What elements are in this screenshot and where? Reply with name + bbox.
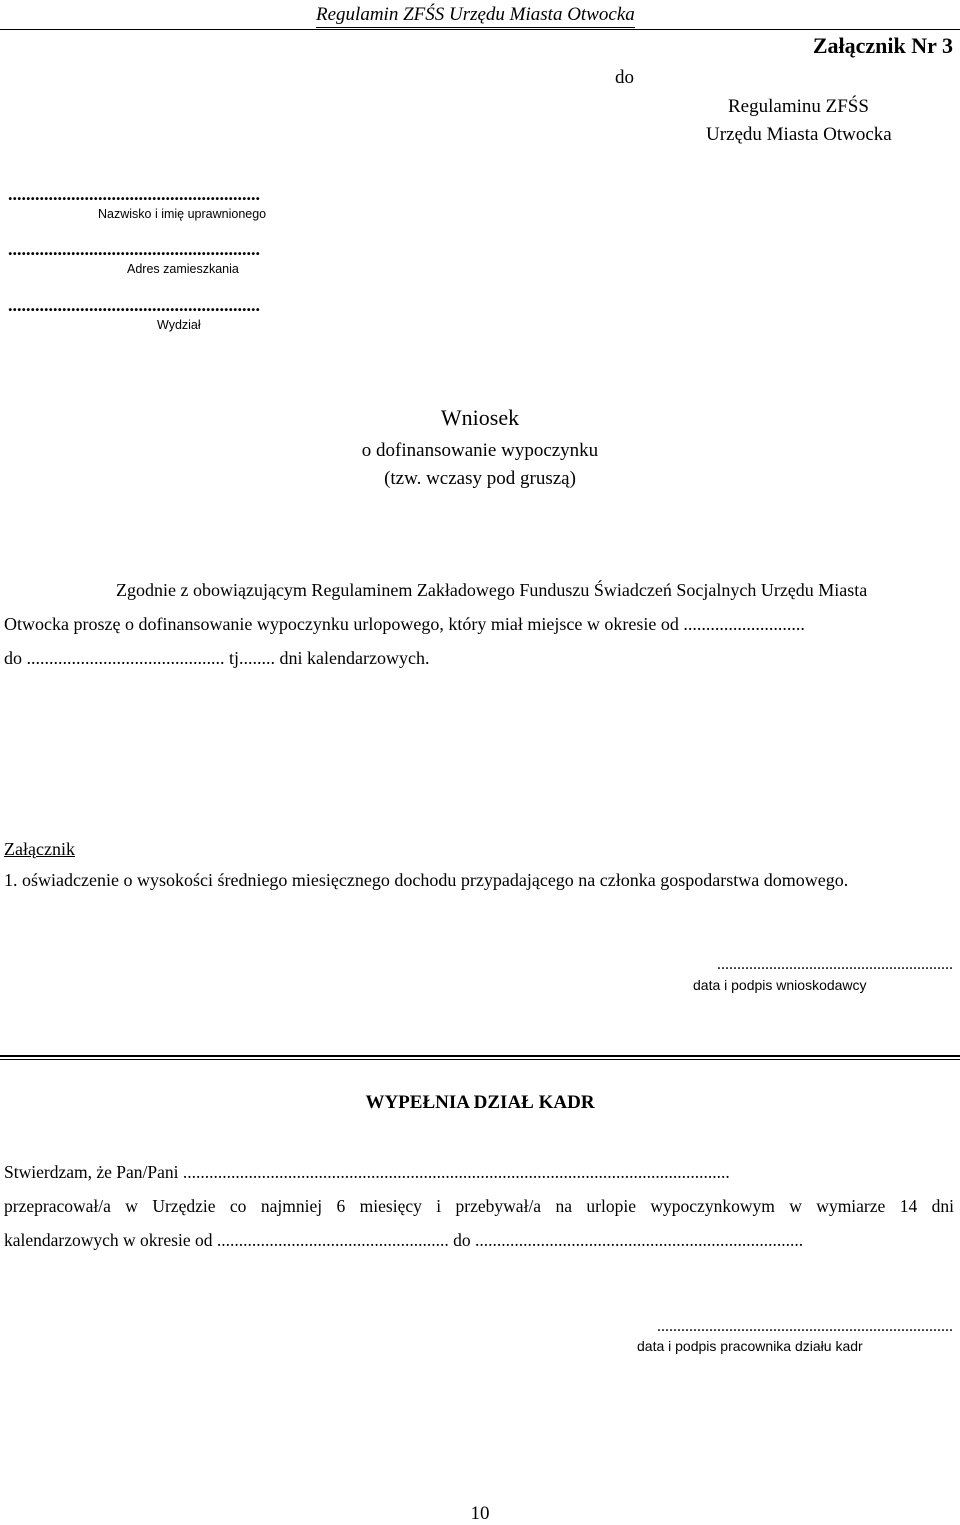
- attachments-title: Załącznik: [4, 839, 75, 859]
- attachment-office: Urzędu Miasta Otwocka: [706, 124, 892, 145]
- request-line-2: Otwocka proszę o dofinansowanie wypoczynku urlopowego, który miał miejsce w okresie od ...........................: [4, 614, 805, 634]
- department-dots-field[interactable]: ........................................................: [8, 295, 260, 315]
- application-subtitle: o dofinansowanie wypoczynku: [361, 440, 599, 461]
- attachment-number: Załącznik Nr 3: [812, 33, 953, 58]
- attachment-regulation: Regulaminu ZFŚS: [728, 96, 869, 117]
- page-number: 10: [470, 1503, 490, 1524]
- department-label: Wydział: [157, 318, 201, 332]
- header-rule: [0, 29, 960, 30]
- hr-line-3: kalendarzowych w okresie od ..................................................... do ...........................................................................: [4, 1230, 804, 1250]
- request-paragraph: [4, 573, 954, 675]
- section-divider-top: [0, 1055, 960, 1057]
- request-line-1: Zgodnie z obowiązującym Regulaminem Zakładowego Funduszu Świadczeń Socjalnych Urzędu Miasta: [116, 580, 868, 600]
- name-label: Nazwisko i imię uprawnionego: [98, 207, 267, 221]
- running-header: Regulamin ZFŚS Urzędu Miasta Otwocka: [316, 3, 635, 28]
- attachment-to: do: [615, 67, 634, 88]
- application-title: Wniosek: [440, 405, 520, 430]
- hr-line-2: przepracował/a w Urzędzie co najmniej 6 miesięcy i przebywał/a na urlopie wypoczynkowym w wymiarze 14 dni: [4, 1196, 954, 1216]
- hr-line-1: Stwierdzam, że Pan/Pani .............................................................................................................................: [4, 1162, 730, 1182]
- application-subtitle-note: (tzw. wczasy pod gruszą): [384, 468, 576, 489]
- section-divider-bottom: [0, 1059, 960, 1060]
- address-dots-field[interactable]: ........................................................: [8, 239, 260, 259]
- hr-signature-dots[interactable]: ..........................................................................: [657, 1318, 953, 1335]
- applicant-signature-dots[interactable]: ...........................................................: [717, 956, 953, 973]
- attachment-item-1: 1. oświadczenie o wysokości średniego miesięcznego dochodu przypadającego na członka gospodarstwa domowego.: [4, 870, 849, 890]
- applicant-signature-label: data i podpis wnioskodawcy: [693, 977, 867, 993]
- hr-section-title: WYPEŁNIA DZIAŁ KADR: [365, 1092, 595, 1113]
- name-dots-field[interactable]: ........................................................: [8, 184, 260, 204]
- hr-signature-label: data i podpis pracownika działu kadr: [637, 1338, 863, 1354]
- address-label: Adres zamieszkania: [127, 262, 239, 276]
- request-line-3: do ............................................ tj........ dni kalendarzowych.: [4, 648, 430, 668]
- hr-statement: [4, 1155, 954, 1257]
